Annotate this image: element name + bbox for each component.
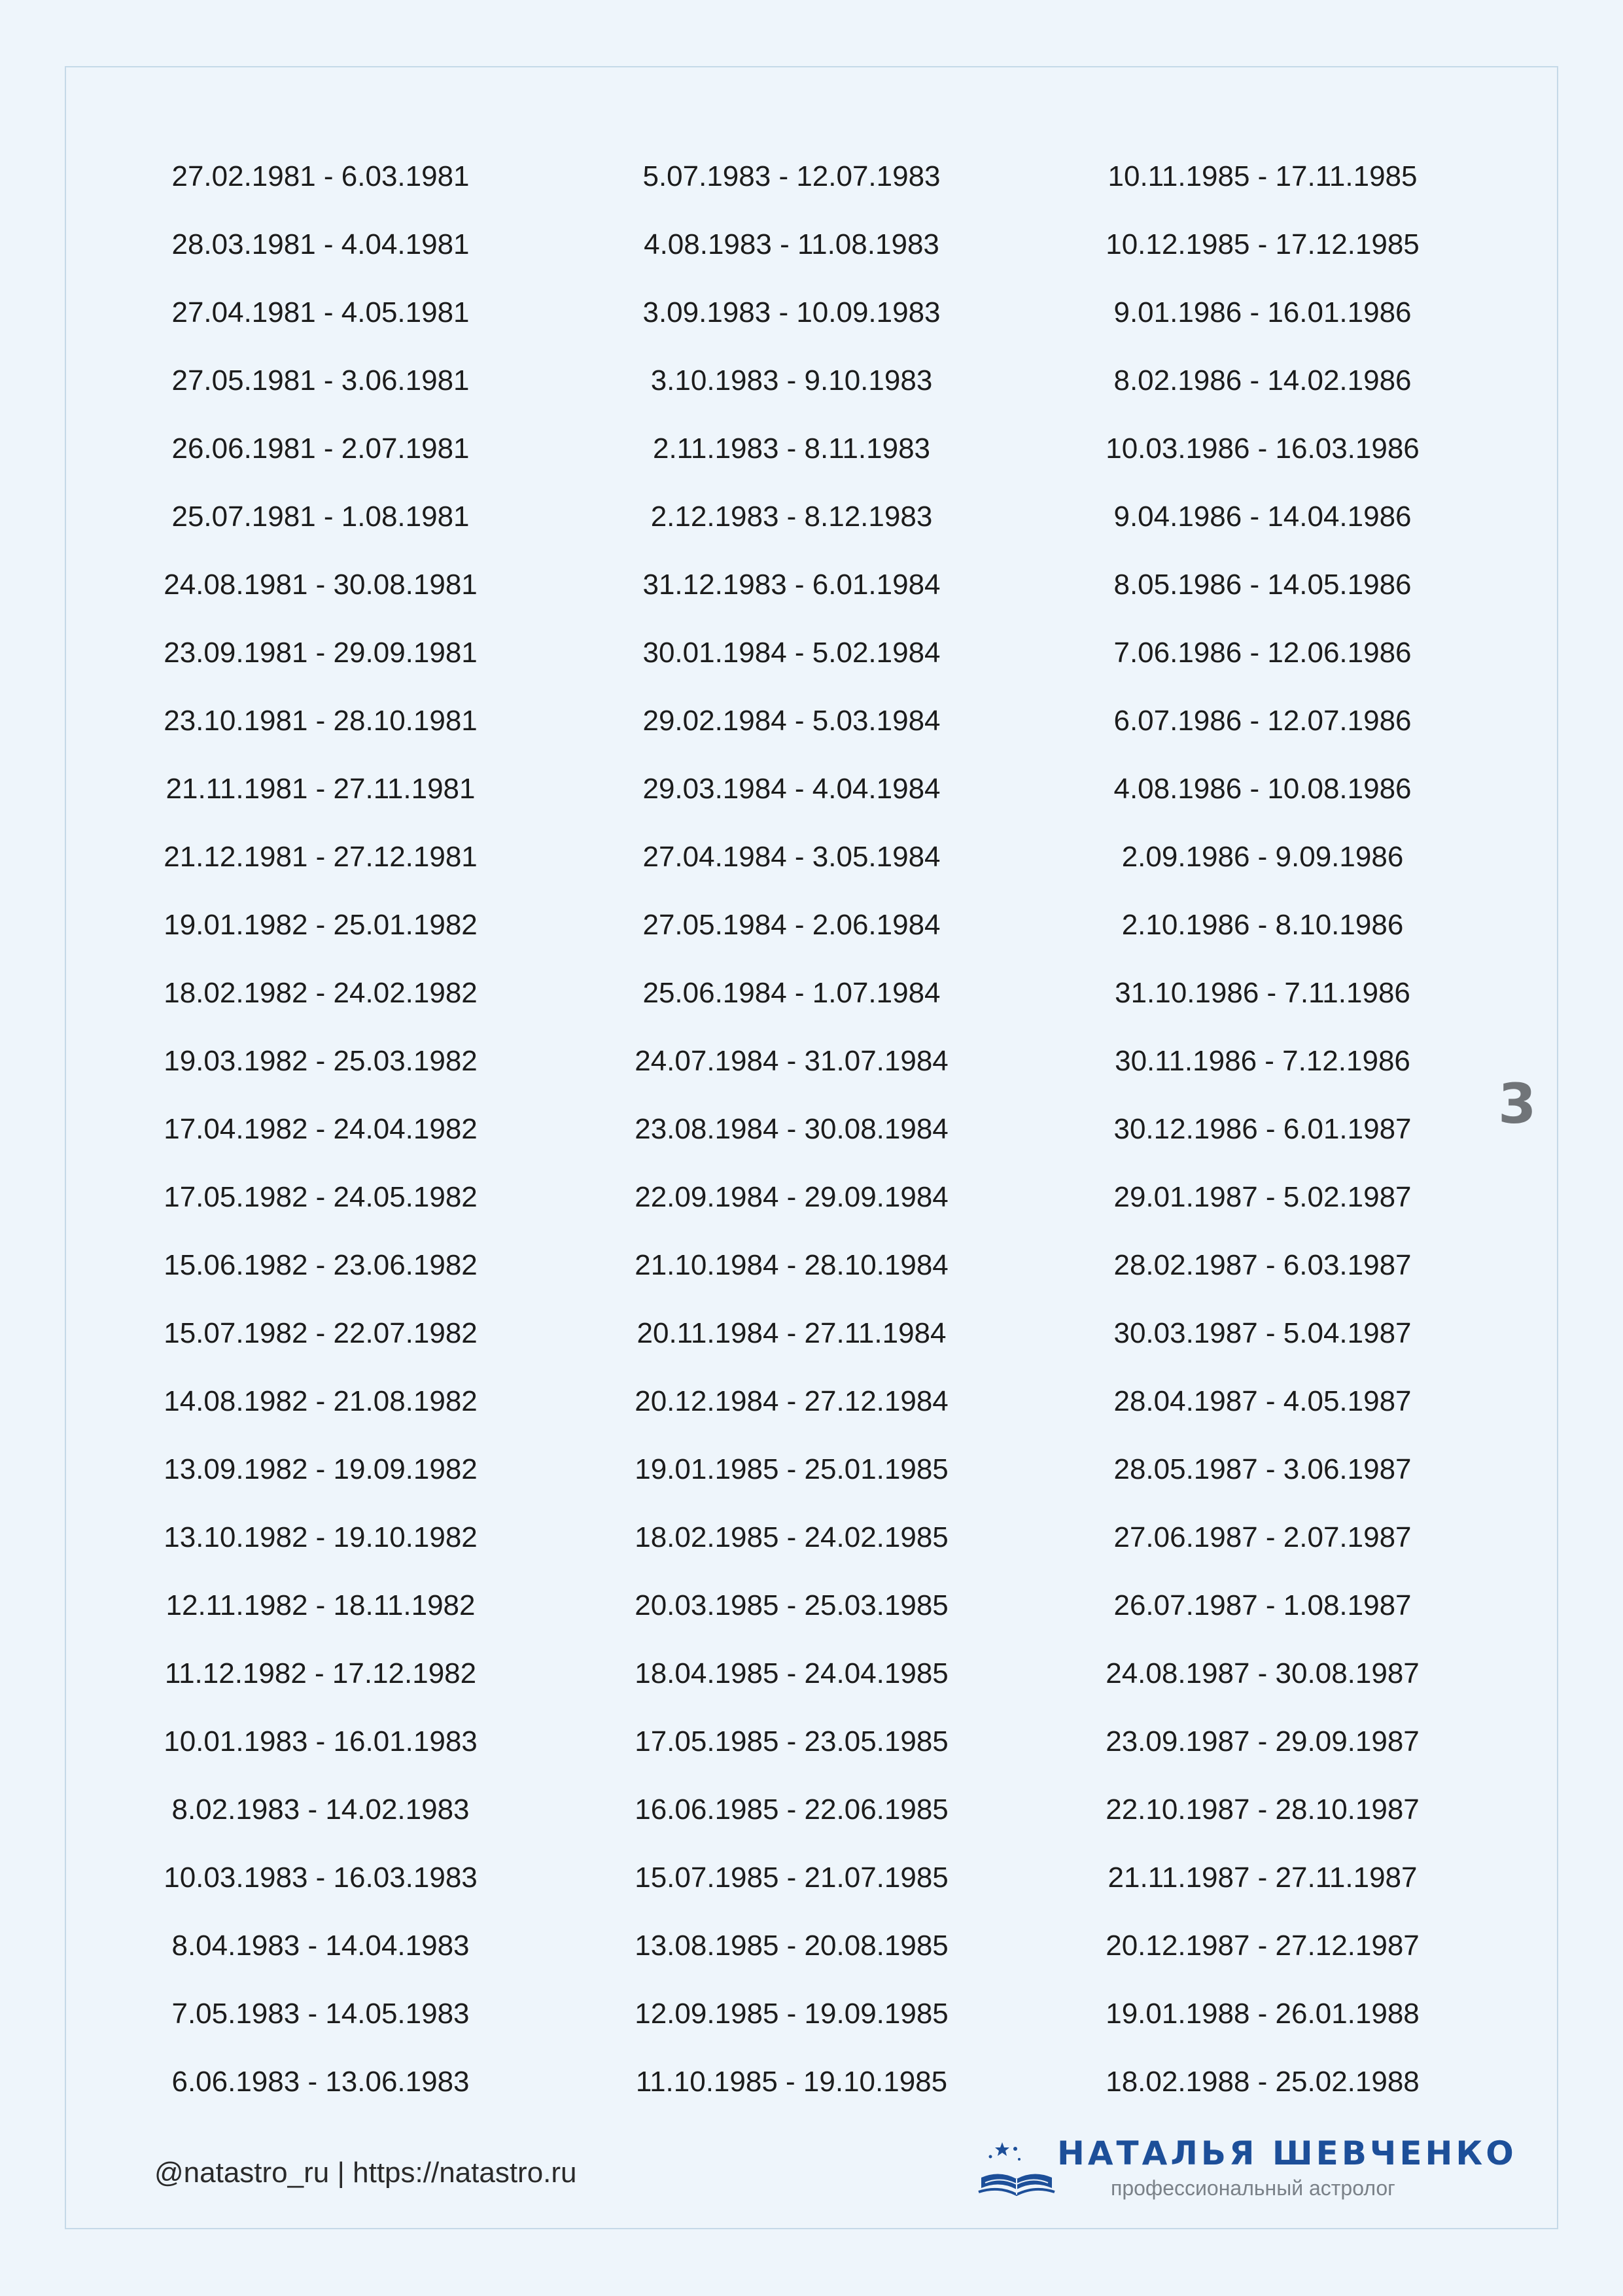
date-range-entry: 18.04.1985 - 24.04.1985 bbox=[635, 1657, 949, 1689]
brand-name: НАТАЛЬЯ ШЕВЧЕНКО bbox=[1057, 2134, 1517, 2172]
date-range-entry: 11.12.1982 - 17.12.1982 bbox=[164, 1657, 477, 1689]
date-column-1 bbox=[137, 143, 504, 2116]
date-range-entry: 2.09.1986 - 9.09.1986 bbox=[1121, 841, 1404, 873]
date-range-entry: 28.05.1987 - 3.06.1987 bbox=[1113, 1453, 1412, 1485]
footer-contacts: @natastro_ru | https://natastro.ru bbox=[154, 2157, 577, 2189]
date-range-entry: 27.04.1984 - 3.05.1984 bbox=[642, 841, 941, 873]
date-range-entry: 4.08.1986 - 10.08.1986 bbox=[1113, 773, 1412, 805]
date-range-entry: 9.04.1986 - 14.04.1986 bbox=[1113, 501, 1412, 533]
book-star-logo-icon bbox=[976, 2137, 1057, 2202]
date-range-entry: 17.04.1982 - 24.04.1982 bbox=[164, 1113, 478, 1145]
date-range-entry: 21.12.1981 - 27.12.1981 bbox=[164, 841, 478, 873]
date-range-entry: 30.12.1986 - 6.01.1987 bbox=[1113, 1113, 1412, 1145]
date-range-entry: 21.10.1984 - 28.10.1984 bbox=[635, 1249, 949, 1281]
date-range-entry: 28.03.1981 - 4.04.1981 bbox=[171, 228, 470, 260]
date-range-entry: 10.01.1983 - 16.01.1983 bbox=[164, 1725, 478, 1757]
date-range-entry: 20.12.1987 - 27.12.1987 bbox=[1106, 1930, 1420, 1962]
date-range-entry: 18.02.1988 - 25.02.1988 bbox=[1106, 2066, 1420, 2098]
date-range-entry: 13.10.1982 - 19.10.1982 bbox=[164, 1521, 478, 1553]
date-range-entry: 10.12.1985 - 17.12.1985 bbox=[1106, 228, 1420, 260]
date-range-entry: 12.09.1985 - 19.09.1985 bbox=[635, 1998, 949, 2030]
date-range-entry: 29.01.1987 - 5.02.1987 bbox=[1113, 1181, 1412, 1213]
date-range-entry: 24.08.1981 - 30.08.1981 bbox=[164, 569, 478, 601]
date-range-entry: 10.03.1986 - 16.03.1986 bbox=[1106, 433, 1420, 465]
date-range-entry: 10.03.1983 - 16.03.1983 bbox=[164, 1862, 478, 1894]
date-range-entry: 9.01.1986 - 16.01.1986 bbox=[1113, 296, 1412, 328]
date-range-entry: 18.02.1982 - 24.02.1982 bbox=[164, 977, 478, 1009]
date-range-entry: 2.10.1986 - 8.10.1986 bbox=[1121, 909, 1404, 941]
date-range-entry: 17.05.1985 - 23.05.1985 bbox=[635, 1725, 949, 1757]
date-range-entry: 25.07.1981 - 1.08.1981 bbox=[171, 501, 470, 533]
date-range-entry: 21.11.1987 - 27.11.1987 bbox=[1108, 1862, 1418, 1894]
date-range-entry: 15.07.1985 - 21.07.1985 bbox=[635, 1862, 949, 1894]
date-range-entry: 23.10.1981 - 28.10.1981 bbox=[164, 705, 478, 737]
date-range-entry: 23.09.1987 - 29.09.1987 bbox=[1106, 1725, 1420, 1757]
date-range-entry: 20.03.1985 - 25.03.1985 bbox=[635, 1589, 949, 1621]
date-range-entry: 15.06.1982 - 23.06.1982 bbox=[164, 1249, 478, 1281]
date-range-entry: 28.04.1987 - 4.05.1987 bbox=[1113, 1385, 1412, 1417]
date-range-entry: 10.11.1985 - 17.11.1985 bbox=[1108, 160, 1418, 192]
date-column-2 bbox=[608, 143, 975, 2116]
date-column-3 bbox=[1079, 143, 1446, 2116]
page-number: 3 bbox=[1498, 1072, 1537, 1136]
date-range-entry: 3.10.1983 - 9.10.1983 bbox=[650, 364, 933, 397]
date-range-entry: 24.08.1987 - 30.08.1987 bbox=[1106, 1657, 1420, 1689]
date-range-entry: 30.11.1986 - 7.12.1986 bbox=[1115, 1045, 1410, 1077]
date-range-entry: 6.07.1986 - 12.07.1986 bbox=[1113, 705, 1412, 737]
date-range-entry: 2.11.1983 - 8.11.1983 bbox=[652, 433, 931, 465]
date-range-entry: 4.08.1983 - 11.08.1983 bbox=[644, 228, 939, 260]
date-range-entry: 20.11.1984 - 27.11.1984 bbox=[637, 1317, 947, 1349]
date-range-entry: 30.03.1987 - 5.04.1987 bbox=[1113, 1317, 1412, 1349]
date-range-entry: 7.05.1983 - 14.05.1983 bbox=[171, 1998, 470, 2030]
brand-subtitle: профессиональный астролог bbox=[1111, 2176, 1395, 2200]
date-range-entry: 22.09.1984 - 29.09.1984 bbox=[635, 1181, 949, 1213]
date-range-entry: 14.08.1982 - 21.08.1982 bbox=[164, 1385, 478, 1417]
date-range-entry: 28.02.1987 - 6.03.1987 bbox=[1113, 1249, 1412, 1281]
date-range-entry: 3.09.1983 - 10.09.1983 bbox=[642, 296, 941, 328]
date-range-entry: 30.01.1984 - 5.02.1984 bbox=[642, 637, 941, 669]
date-range-entry: 21.11.1981 - 27.11.1981 bbox=[166, 773, 476, 805]
date-range-entry: 13.09.1982 - 19.09.1982 bbox=[164, 1453, 478, 1485]
date-range-entry: 2.12.1983 - 8.12.1983 bbox=[650, 501, 933, 533]
date-range-entry: 19.01.1985 - 25.01.1985 bbox=[635, 1453, 949, 1485]
date-range-entry: 16.06.1985 - 22.06.1985 bbox=[635, 1793, 949, 1826]
date-range-entry: 27.02.1981 - 6.03.1981 bbox=[171, 160, 470, 192]
date-range-entry: 8.05.1986 - 14.05.1986 bbox=[1113, 569, 1412, 601]
date-range-entry: 8.02.1983 - 14.02.1983 bbox=[171, 1793, 470, 1826]
date-range-entry: 5.07.1983 - 12.07.1983 bbox=[642, 160, 941, 192]
date-range-entry: 8.04.1983 - 14.04.1983 bbox=[171, 1930, 470, 1962]
date-range-entry: 19.03.1982 - 25.03.1982 bbox=[164, 1045, 478, 1077]
date-range-entry: 31.10.1986 - 7.11.1986 bbox=[1115, 977, 1410, 1009]
date-range-entry: 22.10.1987 - 28.10.1987 bbox=[1106, 1793, 1420, 1826]
date-range-entry: 19.01.1982 - 25.01.1982 bbox=[164, 909, 478, 941]
date-range-entry: 12.11.1982 - 18.11.1982 bbox=[166, 1589, 476, 1621]
date-range-entry: 23.09.1981 - 29.09.1981 bbox=[164, 637, 478, 669]
date-range-entry: 19.01.1988 - 26.01.1988 bbox=[1106, 1998, 1420, 2030]
date-range-entry: 13.08.1985 - 20.08.1985 bbox=[635, 1930, 949, 1962]
date-range-entry: 26.06.1981 - 2.07.1981 bbox=[171, 433, 470, 465]
date-range-entry: 27.05.1984 - 2.06.1984 bbox=[642, 909, 941, 941]
date-range-entry: 7.06.1986 - 12.06.1986 bbox=[1113, 637, 1412, 669]
date-range-entry: 18.02.1985 - 24.02.1985 bbox=[635, 1521, 949, 1553]
date-range-entry: 27.04.1981 - 4.05.1981 bbox=[171, 296, 470, 328]
date-range-entry: 29.03.1984 - 4.04.1984 bbox=[642, 773, 941, 805]
date-range-entry: 26.07.1987 - 1.08.1987 bbox=[1113, 1589, 1412, 1621]
date-range-entry: 29.02.1984 - 5.03.1984 bbox=[642, 705, 941, 737]
date-range-entry: 27.05.1981 - 3.06.1981 bbox=[171, 364, 470, 397]
date-range-entry: 31.12.1983 - 6.01.1984 bbox=[642, 569, 941, 601]
date-range-entry: 27.06.1987 - 2.07.1987 bbox=[1113, 1521, 1412, 1553]
date-range-entry: 11.10.1985 - 19.10.1985 bbox=[635, 2066, 948, 2098]
date-range-entry: 20.12.1984 - 27.12.1984 bbox=[635, 1385, 949, 1417]
date-range-entry: 15.07.1982 - 22.07.1982 bbox=[164, 1317, 478, 1349]
date-range-entry: 24.07.1984 - 31.07.1984 bbox=[635, 1045, 949, 1077]
date-range-entry: 17.05.1982 - 24.05.1982 bbox=[164, 1181, 478, 1213]
date-range-entry: 6.06.1983 - 13.06.1983 bbox=[171, 2066, 470, 2098]
brand-block bbox=[976, 2134, 1517, 2206]
date-range-entry: 23.08.1984 - 30.08.1984 bbox=[635, 1113, 949, 1145]
date-range-entry: 25.06.1984 - 1.07.1984 bbox=[642, 977, 941, 1009]
date-range-entry: 8.02.1986 - 14.02.1986 bbox=[1113, 364, 1412, 397]
